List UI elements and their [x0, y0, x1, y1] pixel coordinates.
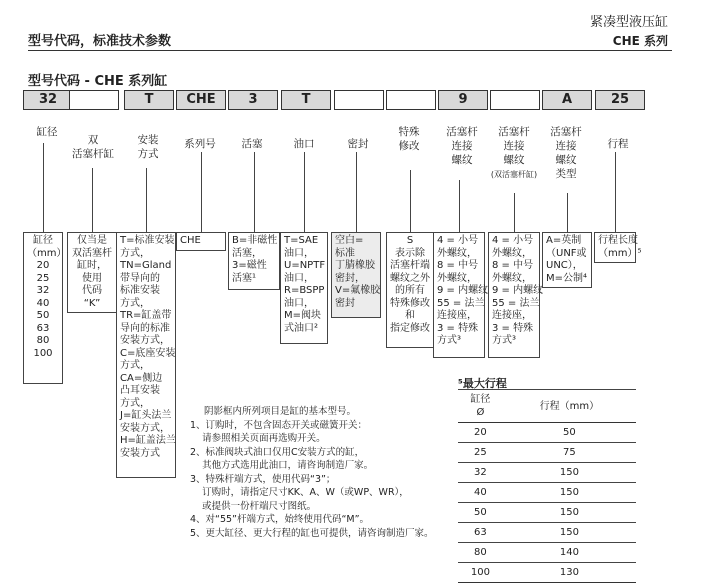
- note-item: 4、对“55”杆端方式，始终使用代码“M”。: [190, 514, 370, 525]
- code-detail-4: CHE: [176, 232, 226, 251]
- note-item: 2、标准阀块式油口仅用C安装方式的缸，: [190, 446, 365, 458]
- leader-line-6: [304, 152, 305, 232]
- code-detail-8: S 表示除 活塞杆端 螺纹之外 的所有 特殊修改 和 指定修改: [386, 232, 434, 348]
- note-item: 5、更大缸径、更大行程的缸也可提供，请咨询制造厂家。: [190, 527, 434, 539]
- table-row: [458, 483, 636, 503]
- code-detail-2: 仅当是 双活塞杆 缸时， 使用 代码 “K”: [67, 232, 117, 313]
- section-title: 型号代码 - CHE 系列缸: [28, 74, 168, 89]
- max-stroke-table: [458, 389, 636, 583]
- code-detail-10: 4 = 小号 外螺纹， 8 = 中号 外螺纹， 9 = 内螺纹 55 = 法兰 连接座， 3 = 特殊 方式³: [488, 232, 540, 358]
- stroke-cell: 130: [503, 563, 636, 583]
- leader-line-3: [146, 168, 147, 232]
- code-box-12: 25: [595, 90, 645, 110]
- bore-cell: 50: [458, 503, 503, 523]
- code-detail-9: 4 = 小号 外螺纹， 8 = 中号 外螺纹， 9 = 内螺纹 55 = 法兰 连接座， 3 = 特殊 方式³: [433, 232, 485, 358]
- code-label-4: 系列号: [184, 138, 216, 150]
- note-item: 3、特殊杆端方式，使用代码“3”；: [190, 473, 336, 485]
- note-item: 或提供一份杆端尺寸图纸。: [190, 500, 317, 512]
- code-box-1: 32: [23, 90, 73, 110]
- leader-line-5: [254, 152, 255, 232]
- header-right-series: CHE 系列: [612, 34, 668, 48]
- stroke-table-title: ⁵最大行程: [458, 377, 507, 390]
- leader-line-8: [410, 170, 411, 232]
- stroke-cell: 75: [503, 443, 636, 463]
- stroke-cell: 140: [503, 543, 636, 563]
- stroke-cell: 150: [503, 523, 636, 543]
- stroke-cell: 150: [503, 503, 636, 523]
- leader-line-11: [567, 193, 568, 232]
- code-box-7: [334, 90, 384, 110]
- code-box-4: CHE: [176, 90, 226, 110]
- code-label-1: 缸径: [36, 126, 58, 138]
- code-detail-11: A=英制 （UNF或 UNC）， M=公制⁴: [542, 232, 592, 288]
- code-label-3: 安装 方式: [137, 134, 159, 160]
- bore-cell: 25: [458, 443, 503, 463]
- header-rule: [28, 50, 672, 51]
- table-row: [458, 523, 636, 543]
- table-row: [458, 543, 636, 563]
- bore-cell: 40: [458, 483, 503, 503]
- code-box-5: 3: [228, 90, 278, 110]
- leader-line-2: [92, 168, 93, 232]
- code-label-7: 密封: [347, 138, 369, 150]
- stroke-table-header-bore: 缸径 Ø: [458, 390, 503, 423]
- note-item: 1、订购时，不包含固态开关或磁簧开关：: [190, 419, 368, 431]
- bore-cell: 32: [458, 463, 503, 483]
- leader-line-9: [459, 180, 460, 232]
- leader-line-10: [514, 193, 515, 232]
- stroke-cell: 150: [503, 463, 636, 483]
- code-label-10: 活塞杆 连接 螺纹 (双活塞杆缸): [490, 126, 538, 179]
- code-label-12: 行程: [607, 138, 629, 150]
- leader-line-1: [43, 143, 44, 232]
- leader-line-7: [356, 152, 357, 232]
- code-label-11: 活塞杆 连接 螺纹 类型: [550, 126, 582, 180]
- header-left-title: 型号代码，标准技术参数: [28, 34, 172, 49]
- code-label-6: 油口: [293, 138, 315, 150]
- stroke-cell: 50: [503, 423, 636, 443]
- leader-line-12: [615, 152, 616, 232]
- note-item: 订购时，请指定尺寸KK、A、W（或WP、WR），: [190, 487, 409, 498]
- code-box-10: [490, 90, 540, 110]
- table-row: [458, 423, 636, 443]
- table-row: [458, 443, 636, 463]
- leader-line-4: [201, 152, 202, 232]
- code-detail-5: B=非磁性 活塞， 3=磁性 活塞¹: [228, 232, 280, 290]
- code-label-9: 活塞杆 连接 螺纹: [446, 126, 478, 166]
- code-detail-12: 行程长度 （mm）⁵: [594, 232, 636, 263]
- table-row: [458, 463, 636, 483]
- code-box-11: A: [542, 90, 592, 110]
- code-box-6: T: [281, 90, 331, 110]
- code-label-5: 活塞: [241, 138, 263, 150]
- bore-cell: 63: [458, 523, 503, 543]
- stroke-cell: 150: [503, 483, 636, 503]
- code-label-2: 双 活塞杆缸: [72, 134, 114, 160]
- code-detail-7: 空白= 标准 丁腈橡胶 密封， V=氟橡胶 密封: [331, 232, 381, 318]
- bore-cell: 100: [458, 563, 503, 583]
- code-box-8: [386, 90, 436, 110]
- stroke-table-header-stroke: 行程（mm）: [503, 390, 636, 423]
- code-detail-1: 缸径 （mm） 20 25 32 40 50 63 80 100: [23, 232, 63, 384]
- code-box-2: [69, 90, 119, 110]
- code-detail-3: T=标准安装 方式， TN=Gland 带导向的 标准安装 方式， TR=缸盖带 导向的标准 安装方式， C=底座安装 方式， CA=侧边 凸耳安装 方式， J=缸头法兰 安装方式， H=缸盖法兰 安装方式: [116, 232, 176, 478]
- code-box-3: T: [124, 90, 174, 110]
- bore-cell: 20: [458, 423, 503, 443]
- code-detail-6: T=SAE 油口， U=NPTF 油口， R=BSPP 油口， M=阀块 式油口²: [280, 232, 328, 344]
- code-label-8: 特殊 修改: [398, 126, 420, 152]
- table-row: [458, 503, 636, 523]
- notes-intro: 阴影框内所列项目是缸的基本型号。: [204, 406, 357, 417]
- code-box-9: 9: [438, 90, 488, 110]
- bore-cell: 80: [458, 543, 503, 563]
- notes: [190, 405, 434, 540]
- header-right-title: 紧凑型液压缸: [589, 15, 668, 30]
- note-item: 其他方式选用此油口，请咨询制造厂家。: [190, 460, 374, 471]
- note-item: 请参照相关页面再选购开关。: [190, 433, 326, 444]
